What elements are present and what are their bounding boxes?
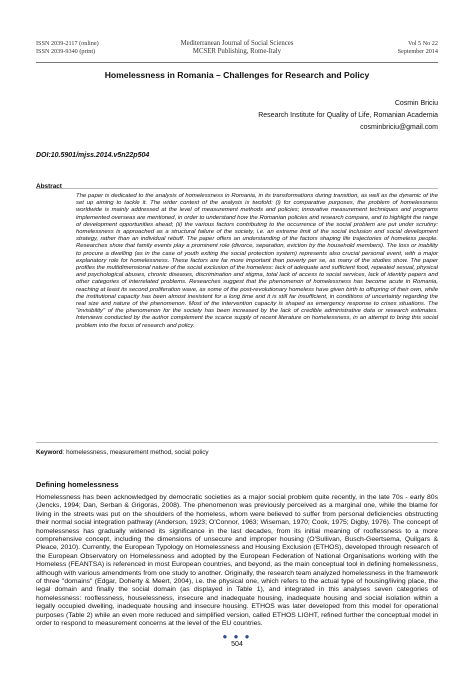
author-name: Cosmin Briciu [394,100,438,107]
abstract-top-rule [36,188,438,189]
section-body: Homelessness has been acknowledged by democratic societies as a major social problem quite recently, in the late 70s - early 80s (Jencks, 1994; Dan, Serban & Grigoras, 2008). The phenomenon was previously perceived as a marginal one, while the blame for living in the streets was put on the shoulders of the homeless, whom were believed to suffer from personal deficiencies obstructing their normal social integration pathway (Anderson, 1923; O'Connor, 1963; Wiseman, 1970; Cook, 1975; Digby, 1976). The concept of homelessness has gradually widened its significance in the last decades, from its initial meaning of rooflessness to a more comprehensive concept, including the dimensions of unsecure and improper housing (O'Sullivan, Busch-Geertsema, Quilgars & Pleace, 2010). Currently, the European Typology on Homelessness and Housing Exclusion (ETHOS), developed through research of the European Observatory on Homelessness and adopted by the European Federation of National Organisations working with the Homeless (FEANTSA) is referenced in most European countries, and beyond, as the main conceptual tool in defining homelessness, although with various amendments from one study to another. Originally, the research team analyzed homelessness in the framework of three "domains" (Edgar, Doherty & Meert, 2004), i.e. the physical one, which refers to the actual type of housing/living place, the legal domain and finally the social domain (as displayed in Table 1), and integrated in this analyses seven categories of homelessness: rooflessness, houselessness, insecure and inadequate housing, inadequate housing and social isolation within a legally occupied dwelling, inadequate housing and insecure housing. ETHOS was later developed from this model for operational purposes (Table 2) while an even more reduced and simplified version, called ETHOS LIGHT, refined further the conceptual model in order to respond to measurement concerns at the level of the EU countries. [36,494,438,628]
keywords-label: Keyword [36,449,63,456]
abstract-bottom-rule [36,442,438,443]
page-number: 504 [231,641,243,648]
paper-title: Homelessness in Romania – Challenges for Research and Policy [104,70,370,80]
keywords [36,449,209,456]
doi[interactable]: DOI:10.5901/mjss.2014.v5n22p504 [36,152,150,159]
author-email[interactable]: cosminbriciu@gmail.com [360,124,438,131]
author-block [258,98,438,134]
header-divider [36,62,438,63]
publisher: MCSER Publishing, Rome-Italy [192,48,282,55]
issue-date: September 2014 [397,48,438,55]
abstract-label: Abstract [36,183,62,190]
volume: Vol 5 No 22 [408,40,438,47]
abstract-text: The paper is dedicated to the analysis of homelessness in Romania, in its transformations during transition, as well as the dynamic of the set up aiming to tackle it. The wider context of the analysis is twofold: (i) for comparative purposes, the problem of homelessness worldwide is mainly addressed at the level of measurement methods and policies; innovative measurement techniques and programs implemented overseas are mentioned, in order to understand how the Romanian policies and research compare, and to highlight the range of development opportunities ahead; (ii) the various factors contributing to the occurrence of the social problem are put under scrutiny: homelessness is approached as a structural failure of the society, i.e. an extreme limit of the social inclusion and social development strategy, rather than an individual rebuff. The paper offers an understanding of the factors shaping life trajectories of homeless people. Researches show that family events play a prominent role (divorce, separation, eviction by the household members). The loss or inability to procure a dwelling (as in the case of youth exiting the social protection system) represents also crucial personal event, with a major explanatory role for homelessness. These factors are far more important than poverty per se, as many of the studies show. The paper profiles the multidimensional nature of the social exclusion of the homeless: lack of adequate and sufficient food, repeated sexual, physical and psychological abuses, chronic diseases, discrimination and stigma, total lack of access to social services, lack of identity papers and other categories of interrelated problems. Researches suggest that the phenomenon of homelessness has become acute in Romania, reaching at least its second proliferation wave, as some of the post-revolutionary homeless have given birth to offspring of their own, while the institutional capacity has been almost inexistent for a long time and it is still far insufficient, in conditions of uncertainty regarding the real size and nature of the phenomenon. Most of the intervention capacity is shaped as emergency response to crises situations. The "invisibility" of the phenomenon for the society has been increased by the lack of credible administrative data or research estimates. Interviews conducted by the author complement the scarce supply of recent literature on homelessness, in an attempt to bring this social problem into the focus of research and policy. [76,193,438,329]
journal-name: Mediterranean Journal of Social Sciences [180,40,294,47]
author-affiliation: Research Institute for Quality of Life, Romanian Academia [258,112,438,119]
section-heading: Defining homelessness [36,480,119,489]
header-volume [398,40,438,56]
issn-print: ISSN 2039-9340 (print) [36,48,96,55]
footer-dots: ● ● ● [222,632,252,641]
keywords-text: : homelessness, measurement method, social policy [62,449,209,456]
issn-online: ISSN 2039-2117 (online) [36,40,99,47]
